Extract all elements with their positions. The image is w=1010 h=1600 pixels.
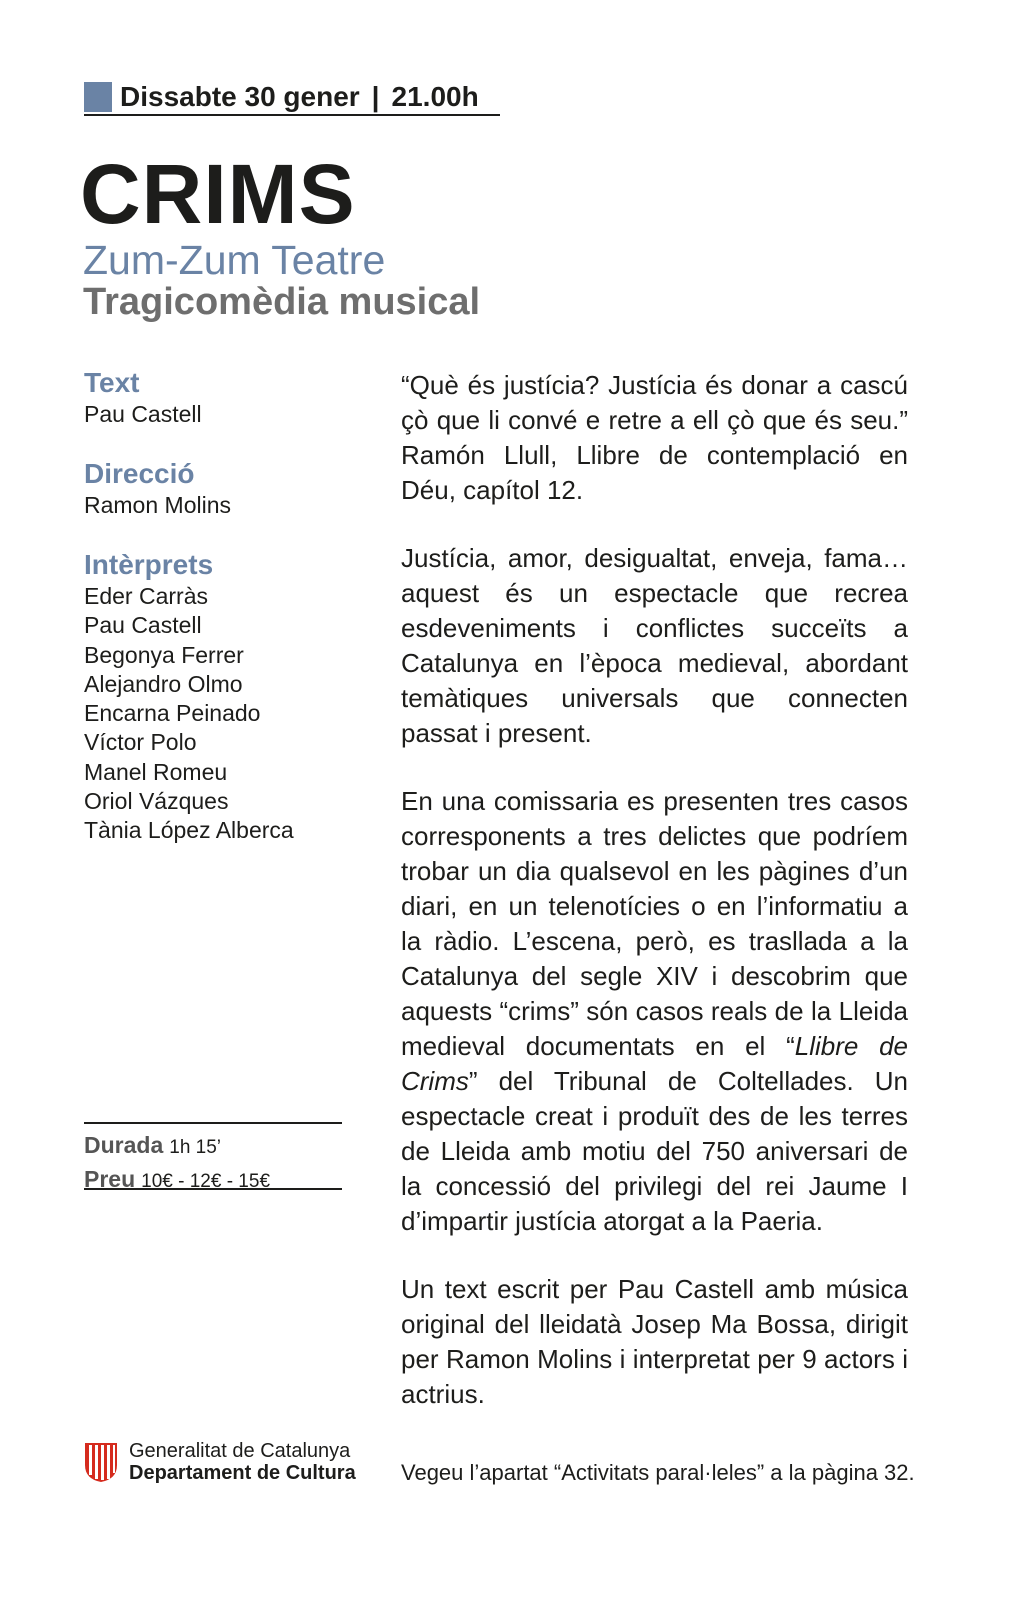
company-name: Zum-Zum Teatre — [83, 237, 386, 283]
cast-member: Oriol Vázques — [84, 788, 229, 815]
credit-direction-value: Ramon Molins — [84, 492, 231, 518]
paragraph-3-start: En una comissaria es presenten tres casos corresponents a tres delictes que podríem trobar un dia qualsevol en les pàgines d’un diari, en un telenotícies o en l’informatiu a la ràdio. L’escena, però, es trasllada a la Catalunya del segle XIV i descobrim que aquests “crims” són casos reals de la Lleida medieval documentats en el “ — [401, 786, 908, 1061]
generalitat-logo-block — [83, 1440, 356, 1484]
cast-member: Manel Romeu — [84, 758, 228, 785]
duration-value: 1h 15’ — [169, 1137, 222, 1158]
description-quote: “Què és justícia? Justícia és donar a cascú çò que li convé e retre a ell çò que és seu.” Ramón Llull, Llibre de contemplació en Déu, capítol 12. — [401, 370, 908, 505]
org-name-line2: Departament de Cultura — [129, 1462, 356, 1484]
duration-price-box — [84, 1122, 342, 1190]
cast-member: Pau Castell — [84, 612, 202, 639]
credit-text — [84, 366, 364, 429]
paragraph-3-end: ” del Tribunal de Coltellades. Un espectacle creat i produït des de les terres de Lleida amb motiu del 750 aniversari de la concessió del privilegi del rei Jaume I d’impartir justícia atorgat a la Paeria. — [401, 1066, 908, 1236]
credits-column — [84, 366, 364, 874]
senyera-shield-icon — [83, 1441, 119, 1483]
cast-member: Tània López Alberca — [84, 817, 294, 844]
credit-cast-label: Intèrprets — [84, 549, 214, 580]
cast-member: Begonya Ferrer — [84, 641, 244, 668]
description-paragraph-2: Justícia, amor, desigualtat, enveja, fama… aquest és un espectacle que recrea esdeveniments i conflictes succeïts a Catalunya en l’època medieval, abordant temàtiques universals que connecten passat i present. — [401, 543, 908, 748]
book-title: Llibre de Crims — [401, 1031, 909, 1096]
credit-text-label: Text — [84, 367, 140, 398]
cast-member: Eder Carràs — [84, 583, 208, 609]
credit-direction-label: Direcció — [84, 458, 195, 489]
org-name-line1: Generalitat de Catalunya — [129, 1440, 351, 1462]
show-title: CRIMS — [80, 147, 356, 241]
description — [401, 368, 908, 1445]
price-row — [84, 1164, 342, 1198]
description-paragraph-4: Un text escrit per Pau Castell amb música original del lleidatà Josep Ma Bossa, dirigit per Ramon Molins i interpretat per 9 actors i actrius. — [401, 1274, 908, 1409]
duration-row — [84, 1130, 342, 1164]
cast-member: Encarna Peinado — [84, 700, 261, 727]
event-date: Dissabte 30 gener — [120, 81, 360, 112]
date-time-banner — [84, 80, 500, 116]
date-marker-square — [84, 82, 112, 112]
cast-member: Víctor Polo — [84, 729, 197, 756]
show-genre: Tragicomèdia musical — [83, 281, 481, 323]
duration-label: Durada — [84, 1132, 164, 1158]
credit-cast — [84, 548, 364, 846]
parallel-activities-note: Vegeu l’apartat “Activitats paral·leles” a la pàgina 32. — [401, 1460, 915, 1485]
cast-member: Alejandro Olmo — [84, 670, 243, 697]
cast-list — [84, 582, 364, 846]
event-time: 21.00h — [391, 81, 479, 112]
date-separator: | — [371, 81, 380, 112]
credit-text-value: Pau Castell — [84, 401, 202, 427]
price-label: Preu — [84, 1166, 136, 1192]
price-value: 10€ - 12€ - 15€ — [141, 1171, 271, 1192]
org-name — [129, 1440, 356, 1484]
credit-direction — [84, 457, 364, 520]
description-paragraph-3 — [401, 784, 908, 1239]
